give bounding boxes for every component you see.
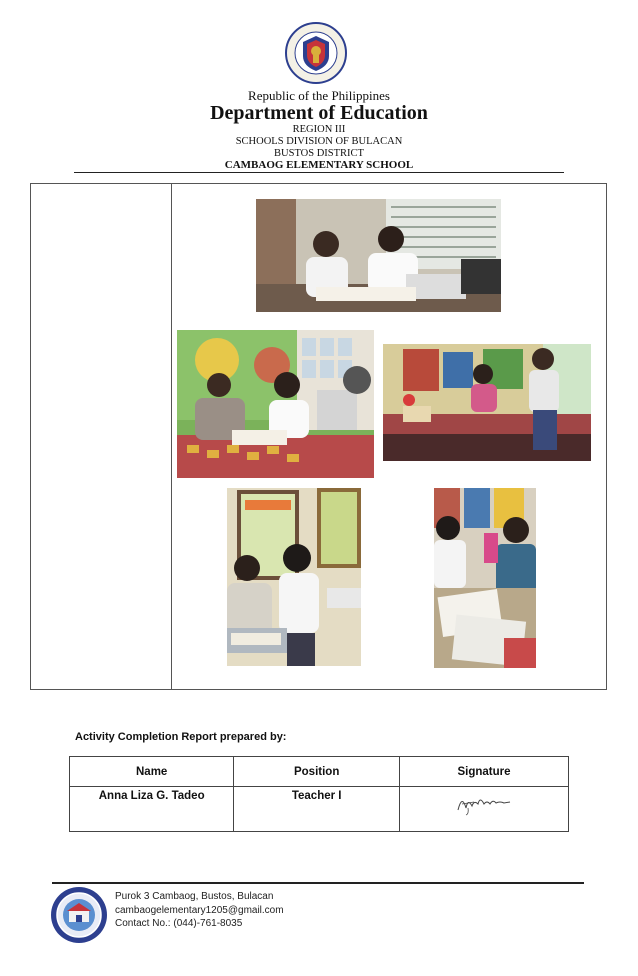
classroom-photo-1 bbox=[256, 199, 501, 312]
table-row bbox=[70, 787, 569, 832]
district-label: BUSTOS DISTRICT bbox=[274, 148, 364, 159]
footer-contact: Contact No.: (044)-761-8035 bbox=[115, 918, 243, 929]
classroom-photo-5 bbox=[434, 488, 536, 668]
handwritten-signature bbox=[454, 790, 514, 816]
footer-email: cambaogelementary1205@gmail.com bbox=[115, 905, 284, 916]
column-header-name: Name bbox=[70, 757, 234, 787]
header-divider bbox=[74, 172, 564, 173]
signatory-name: Anna Liza G. Tadeo bbox=[70, 787, 234, 832]
column-header-position: Position bbox=[234, 757, 400, 787]
division-label: SCHOOLS DIVISION OF BULACAN bbox=[235, 136, 403, 147]
photo-documentation-box bbox=[30, 183, 607, 690]
footer-address: Purok 3 Cambaog, Bustos, Bulacan bbox=[115, 891, 274, 902]
signatory-signature bbox=[400, 787, 569, 832]
column-divider bbox=[171, 184, 172, 689]
department-title: Department of Education bbox=[210, 102, 428, 124]
table-header-row bbox=[70, 757, 569, 787]
classroom-photo-2 bbox=[177, 330, 374, 478]
republic-label: Republic of the Philippines bbox=[248, 88, 390, 103]
school-logo bbox=[50, 886, 108, 944]
region-label: REGION III bbox=[292, 124, 346, 135]
column-header-signature: Signature bbox=[400, 757, 569, 787]
footer-divider bbox=[52, 882, 584, 884]
classroom-photo-3 bbox=[383, 344, 591, 461]
signatory-position: Teacher I bbox=[234, 787, 400, 832]
deped-seal-logo bbox=[285, 22, 347, 84]
prepared-by-label: Activity Completion Report prepared by: bbox=[75, 731, 287, 743]
school-name: CAMBAOG ELEMENTARY SCHOOL bbox=[224, 159, 414, 171]
signatory-table bbox=[69, 756, 569, 832]
classroom-photo-4 bbox=[227, 488, 361, 666]
